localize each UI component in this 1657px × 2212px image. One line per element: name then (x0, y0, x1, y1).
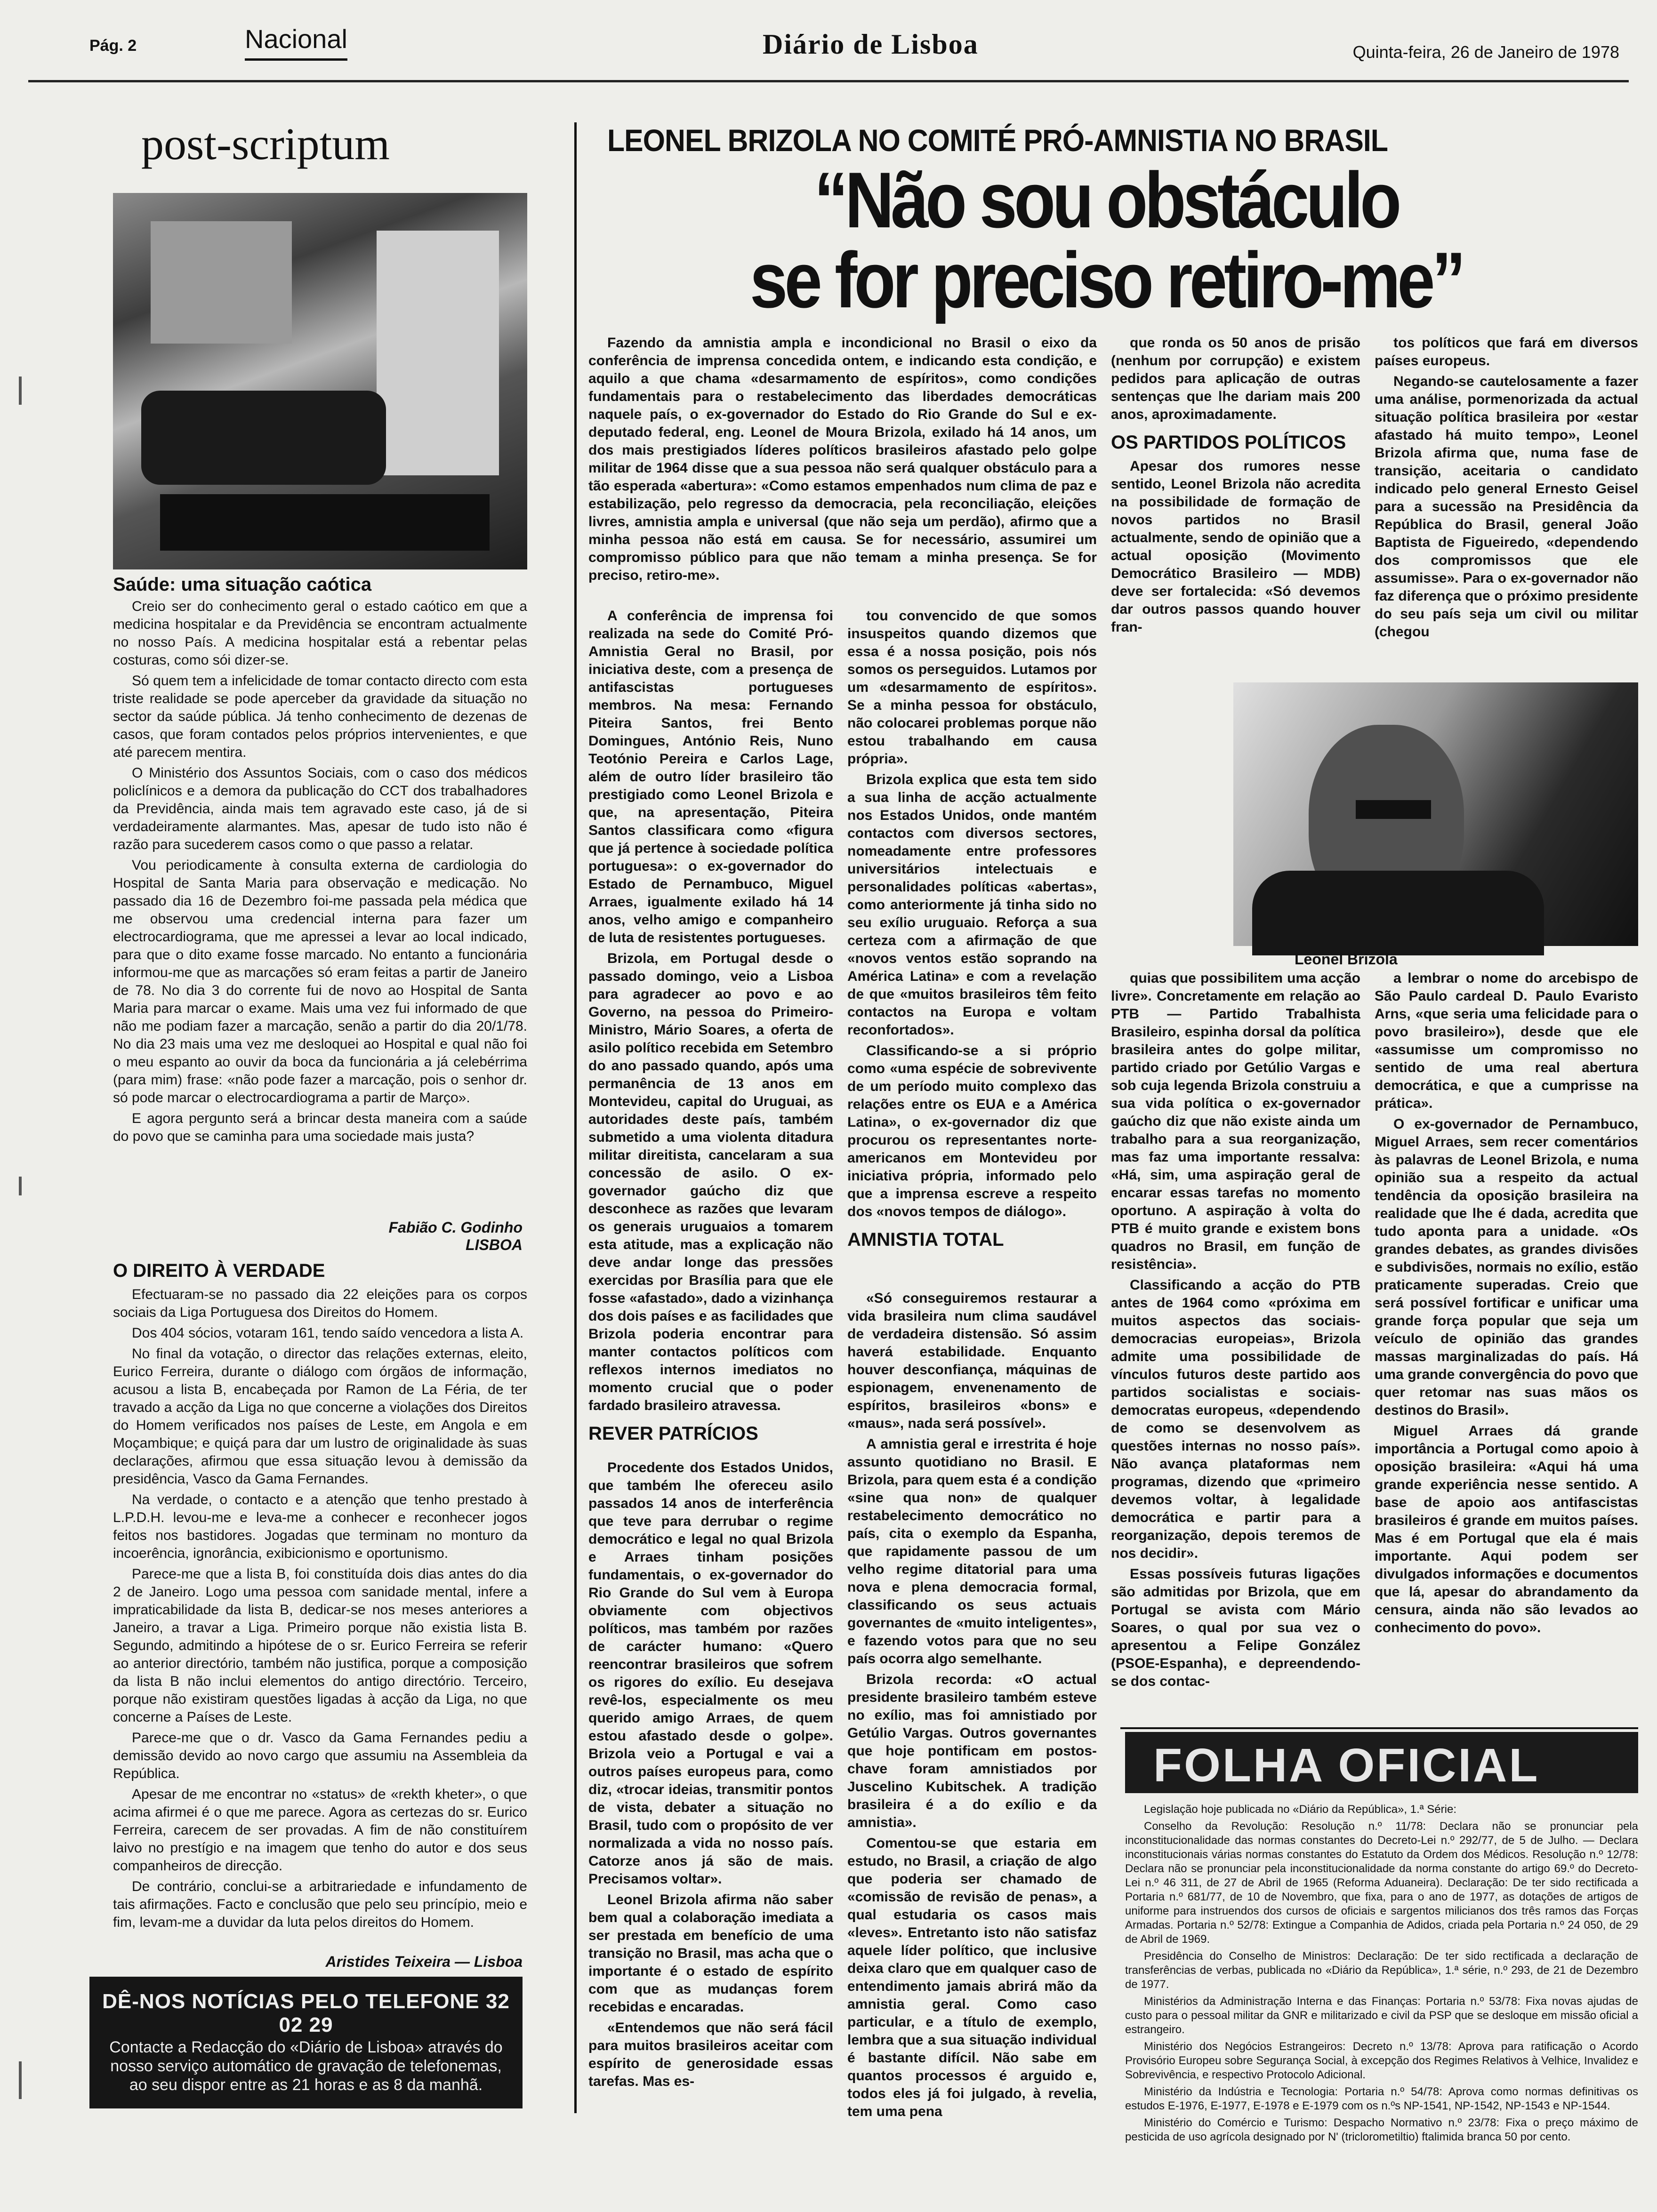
folha-item: Ministério da Indústria e Tecnologia: Portaria n.º 54/78: Aprova como normas definitivas os estudos E-1976, E-1977, E-1978 e E-1979 com os n.ºs NP-1541, NP-1542, NP-1543 e NP-1544. (1125, 2085, 1638, 2112)
paragraph: tos políticos que fará em diversos países europeus. (1375, 335, 1638, 369)
main-column-2b (847, 1290, 1097, 2119)
paragraph: Classificando-se a si próprio como «uma espécie de sobrevivente de um período muito complexo das relações entre os EUA e a América Latina», o ex-governador diz que procurou os representantes norte-americanos em Montevideu por iniciativa própria, informado pelo que a imprensa escreve a respeito dos «novos tempos de diálogo». (847, 1043, 1097, 1219)
folha-item: Conselho da Revolução: Resolução n.º 11/78: Declara não se pronunciar pela inconstitucionalidade das normas constantes do Decreto-Lei n.º 292/77, de 5 de Julho. — Declara inconstitucionais várias normas constantes do Estatuto da Ordem dos Médicos. Resolução n.º 12/78: Declara não se pronunciar pela inconstitucionalidade da norma constante do artigo 69.º do Decreto-Lei n.º 46 311, de 27 de Abril de 1965 (Reforma Aduaneira). Declaração: De ter sido rectificada a Portaria n.º 681/77, de 10 de Novembro, que fixa, para o ano de 1977, as dotações de artigos de uniforme para instruendos dos cursos de oficiais e sargentos milicianos dos três ramos das Forças Armadas. Portaria n.º 52/78: Extingue a Companhia de Adidos, criada pela Portaria n.º 24 050, de 29 de Abril de 1969. (1125, 1820, 1638, 1946)
brizola-photo (1233, 682, 1638, 946)
paragraph: Na verdade, o contacto e a atenção que tenho prestado à L.P.D.H. levou-me e leva-me a conhecer e reconhecer jogos feitos nos bastidores. Jogadas que terminam no monturo da incoerência, ignorância, exibicionismo e oportunismo. (113, 1492, 527, 1561)
article-saude-body (113, 598, 527, 1214)
signature-teixeira: Aristides Teixeira — Lisboa (325, 1953, 523, 1970)
folha-item: Ministério dos Negócios Estrangeiros: Decreto n.º 13/78: Aprova para ratificação o Acordo Provisório Europeu sobre Segurança Social, à excepção dos Regimes Relativos à Velhice, Invalidez e Sobrevivência, e respectivo Protocolo Adicional. (1125, 2040, 1638, 2081)
paragraph: A amnistia geral e irrestrita é hoje assunto quotidiano no Brasil. E Brizola, para quem esta é a condição «sine qua non» de qualquer restabelecimento democrático no país, cita o exemplo da Espanha, que rapidamente passou de um velho regime ditatorial para uma nova e plena democracia formal, classificando os seus actuais governantes de «muito inteligentes», e fazendo votos para que no seu país ocorra algo semelhante. (847, 1436, 1097, 1667)
headline-line-2: se for preciso retiro-me” (749, 236, 1463, 324)
newspaper-name: Diário de Lisboa (763, 29, 979, 60)
paragraph: que ronda os 50 anos de prisão (nenhum por corrupção) e existem pedidos para aplicação de outras sentenças que lhe dariam mais 200 anos, aproximadamente. (1111, 335, 1360, 422)
paragraph: A conferência de imprensa foi realizada na sede do Comité Pró-Amnistia Geral no Brasil, por iniciativa deste, com a presença de antifascistas portugueses membros. Na mesa: Fernando Piteira Santos, frei Bento Domingues, António Reis, Nuno Teotónio Pereira e Carlos Lage, além de outro líder brasileiro tão prestigiado como Leonel Brizola e que, na apresentação, Piteira Santos classificara como «figura que já pertence à sociedade política portuguesa»: o ex-governador do Estado de Pernambuco, Miguel Arraes, igualmente exilado há 14 anos, velho amigo e companheiro de luta de resistentes portugueses. (588, 608, 833, 946)
article-heading-saude: Saúde: uma situação caótica (113, 574, 372, 595)
paragraph: Vou periodicamente à consulta externa de cardiologia do Hospital de Santa Maria para observação e medicação. No passado dia 16 de Dezembro foi-me passada pela médica que me observou uma credencial interna para fazer um electrocardiograma, que me apressei a levar ao local indicado, para que o dito exame fosse marcado. No entanto a funcionária informou-me que as marcações só eram feitas a partir de Janeiro de 78. No dia 3 do corrente fui de novo ao Hospital de Santa Maria para marcar o exame. Mais uma vez fui informado de que não me podiam fazer a marcação, senão a partir do dia 20/1/78. No dia 23 mais uma vez me desloquei ao Hospital e qual não foi o meu espanto ao ouvir da boca da funcionária a já celebérrima (para mim) frase: «não pode fazer a marcação, pois o senhor dr. só pode marcar o electrocardiograma a partir de Março». (113, 858, 527, 1106)
folha-item: Presidência do Conselho de Ministros: Declaração: De ter sido rectificada a declaração de transferências de verbas, publicada no «Diário da República», 1.ª série, n.º 293, de 21 de Dezembro de 1977. (1125, 1950, 1638, 1991)
postscriptum-title: post-scriptum (141, 119, 390, 169)
paragraph: Parece-me que a lista B, foi constituída dois dias antes do dia 2 de Janeiro. Logo uma pessoa com sanidade mental, infere a impraticabilidade da lista B, dedicar-se nos meses anteriores a Janeiro, a travar a Liga. Primeiro porque não existia lista B. Segundo, admitindo a hipótese de o sr. Eurico Ferreira se referir ao anterior directório, também não justifica, porque a composição da lista B não inclui elementos do antigo directório. Terceiro, porque não existiram questões ligadas à acção da Liga, no que concerne a Países de Leste. (113, 1566, 527, 1725)
scan-edge-mark (19, 1177, 22, 1195)
scan-edge-mark (19, 2061, 22, 2099)
section-rule (1120, 1727, 1638, 1729)
paragraph: Parece-me que o dr. Vasco da Gama Fernandes pediu a demissão devido ao novo cargo que assumiu na Assembleia da República. (113, 1730, 527, 1781)
paragraph: Classificando a acção do PTB antes de 1964 como «próxima em muitos aspectos das sociais-democracias europeias», Brizola admite uma possibilidade de vínculos futuros deste partido aos partidos socialistas e sociais-democratas europeus, «dependendo de como se desenvolvem as questões internas no nosso país». Não avança plataformas nem programas, dizendo que «primeiro devemos voltar, à legalidade democrática e partir para a reorganização, depois teremos de nos decidir». (1111, 1277, 1360, 1561)
main-column-1 (588, 607, 833, 1459)
paragraph: a lembrar o nome do arcebispo de São Paulo cardeal D. Paulo Evaristo Arns, «que seria uma felicidade para o povo brasileiro»), desde que ele «assumisse um compromisso no sentido de uma real abertura democrática, e que a cumprisse na prática». (1375, 970, 1638, 1111)
signature-name: Aristides Teixeira (325, 1953, 451, 1970)
subheading-rever-patricios: REVER PATRÍCIOS (588, 1423, 758, 1444)
folha-oficial-title: FOLHA OFICIAL (1153, 1739, 1540, 1792)
paragraph: Só quem tem a infelicidade de tomar contacto directo com esta triste realidade se pode aperceber da gravidade da situação no sector da saúde pública. Já tenho conhecimento de dezenas de casos, que foram contados pelos próprios intervenientes, e que até parecem mentira. (113, 673, 527, 760)
article-kicker: LEONEL BRIZOLA NO COMITÉ PRÓ-AMNISTIA NO BRASIL (607, 123, 1388, 158)
paragraph: Comentou-se que estaria em estudo, no Brasil, a criação de algo que poderia ser chamado de «comissão de revisão de penas», a qual estudaria os casos mais «leves». Entretanto isto não satisfaz aquele líder político, que inclusive deixa claro que em qualquer caso de entendimento jamais abrirá mão da amnistia geral. Como caso particular, e a título de exemplo, lembra que a sua situação individual é bastante difícil. Não sabe em quantos processos é arguido e, todos eles já foi julgado, à revelia, tem uma pena (847, 1835, 1097, 2119)
photo-caption: Leonel Brizola (1295, 951, 1398, 968)
folha-oficial-banner (1125, 1732, 1638, 1793)
main-column-1b (588, 1459, 833, 2113)
paragraph: Brizola, em Portugal desde o passado domingo, veio a Lisboa para agradecer ao povo e ao Governo, na pessoa do Primeiro-Ministro, Mário Soares, a oferta de asilo político recebida em Setembro do ano passado quando, após uma permanência de 13 anos em Montevideu, capital do Uruguai, as autoridades deste país, também submetido a uma violenta ditadura militar direitista, cancelaram a sua concessão de asilo. O ex-governador gaúcho diz que desconhece as razões que levaram os generais uruguaios a tomarem esta atitude, mas a explicação não deve andar longe das pressões exercidas por Brasília para que ele fosse «afastado», dado a vizinhança dos dois países e as facilidades que Brizola poderia encontrar para manter contactos políticos com reflexos internos imediatos no momento crucial que o poder fardado brasileiro atravessa. (588, 951, 833, 1413)
article-direito-body (113, 1252, 527, 1972)
article-headline (681, 156, 1531, 324)
paragraph: Creio ser do conhecimento geral o estado caótico em que a medicina hospitalar e da Previdência se encontram actualmente no nosso País. A medicina hospitalar está a rebentar pelas costuras, como sói dizer-se. (113, 599, 527, 668)
article-heading-direito: O DIREITO À VERDADE (113, 1260, 325, 1281)
folha-item: Ministérios da Administração Interna e das Finanças: Portaria n.º 53/78: Fixa novas ajudas de custo para o pessoal militar da GNR e militarizado e civil da PSP que se desloque em missão oficial a estrangeiro. (1125, 1995, 1638, 2036)
signature-place: LISBOA (466, 1236, 523, 1253)
main-column-2 (847, 607, 1097, 1257)
section-name: Nacional (245, 24, 347, 54)
paragraph: quias que possibilitem uma acção livre». Concretamente em relação ao PTB — Partido Trabalhista Brasileiro, espinha dorsal da política brasileira antes do golpe militar, partido criado por Getúlio Vargas e sob cuja legenda Brizola construiu a sua vida política o ex-governador gaúcho diz que não existe ainda um trabalho para a sua reorganização, mas faz uma importante ressalva: «Há, sim, uma aspiração geral de encarar essas tarefas no momento oportuno. A aspiração à volta do PTB é muito grande e existem bons quadros no Brasil, em função de resistência». (1111, 970, 1360, 1272)
main-column-3-bottom (1111, 970, 1360, 1723)
subheading-partidos: OS PARTIDOS POLÍTICOS (1111, 432, 1346, 453)
column-rule (574, 122, 577, 2113)
signature-place: Lisboa (474, 1953, 523, 1970)
paragraph: Leonel Brizola afirma não saber bem qual a colaboração imediata a ser prestada em benefício de uma transição no Brasil, mas acha que o importante é o estado de espírito com que as mudanças forem recebidas e encaradas. (588, 1892, 833, 2015)
paragraph: tou convencido de que somos insuspeitos quando dizemos que essa é a nossa posição, pois nós somos os perseguidos. Lutamos por um «desarmamento de espíritos». Se a minha pessoa for obstáculo, não colocarei problemas porque não estou trabalhando em causa própria». (847, 608, 1097, 767)
paragraph: Apesar de me encontrar no «status» de «rekth kheter», o que acima afirmei é o que me parece. Agora as certezas do sr. Eurico Ferreira, carecem de ser provadas. A fim de não constituírem laivo no prestígio e na imagem que tenho do autor e dos seus companheiros de direcção. (113, 1787, 527, 1874)
hospital-photo (113, 193, 527, 569)
paragraph: E agora pergunto será a brincar desta maneira com a saúde do povo que se caminha para uma sociedade mais justa? (113, 1111, 527, 1144)
signature-godinho (282, 1219, 523, 1254)
paragraph: Procedente dos Estados Unidos, que também lhe ofereceu asilo passados 14 anos de interferência que teve para derrubar o regime democrático e legal no qual Brizola e Arraes tinham posições fundamentais, o ex-governador do Rio Grande do Sul vem à Europa obviamente com objectivos políticos, mas também por razões de carácter humano: «Quero reencontrar brasileiros que sofrem os rigores do exílio. Eu desejava revê-los, especialmente os meu querido amigo Arraes, de quem estou afastado desde o golpe». Brizola veio a Portugal e vai a outros países europeus para, como diz, «trocar ideias, transmitir pontos de vista, debater a situação no Brasil, tudo com o propósito de ver normalizada a vida no nosso país. Catorze anos já são de mais. Precisamos voltar». (588, 1460, 833, 1887)
paragraph: Negando-se cautelosamente a fazer uma análise, pormenorizada da actual situação política brasileira por «estar afastado há muito tempo», Leonel Brizola afirma que, numa fase de transição, aceitaria o candidato indicado pelo general Ernesto Geisel para a sucessão na Presidência da República do Brasil, general João Baptista de Figueiredo, «dependendo dos compromissos que ele assumisse». Para o ex-governador não faz diferença que o próximo presidente do seu país seja um civil ou militar (chegou (1375, 374, 1638, 640)
headline-line-1: “Não sou obstáculo (814, 156, 1399, 244)
paragraph: No final da votação, o director das relações externas, eleito, Eurico Ferreira, durante o diálogo com órgãos de informação, acusou a lista B, encabeçada por Ramon de La Féria, de ter travado a acção da Liga no que concerne a violações dos Direitos do Homem verificados nos países de Leste, em Angola e em Moçambique; e quiçá para dar um lustro de originalidade às suas declarações, afirmou que essa situação levou à demissão da presidência, Vasco da Gama Fernandes. (113, 1346, 527, 1487)
paragraph: Brizola recorda: «O actual presidente brasileiro também esteve no exílio, mas foi amnistiado por Getúlio Vargas. Outros governantes que hoje pontificam em postos-chave foram amnistiados por Juscelino Kubitschek. A tradição brasileira é a do exílio e da amnistia». (847, 1672, 1097, 1830)
paragraph: Apesar dos rumores nesse sentido, Leonel Brizola não acredita na possibilidade de formação de novos partidos no Brasil actualmente, sendo de opinião que a actual oposição (Movimento Democrático Brasileiro — MDB) deve ser fortalecida: «Só devemos dar outros passos quando houver fran- (1111, 458, 1360, 635)
main-column-3-top (1111, 334, 1360, 678)
main-column-4-bottom (1375, 970, 1638, 1723)
paragraph: Dos 404 sócios, votaram 161, tendo saído vencedora a lista A. (132, 1325, 524, 1341)
phone-box-text: Contacte a Redacção do «Diário de Lisboa» através do nosso serviço automático de gravação de telefonemas, ao seu dispor entre as 21 horas e as 8 da manhã. (109, 2038, 503, 2094)
issue-date: Quinta-feira, 26 de Janeiro de 1978 (1352, 42, 1619, 62)
paragraph: «Entendemos que não será fácil para muitos brasileiros aceitar com espírito de generosidade essas tarefas. Mas es- (588, 2020, 833, 2089)
main-column-4-top (1375, 334, 1638, 678)
folha-oficial-list (1125, 1803, 1638, 2143)
paragraph: O Ministério dos Assuntos Sociais, com o caso dos médicos policlínicos e a demora da publicação do CCT dos trabalhadores da Previdência, ainda mais tem agravado este caso, já de si verdadeiramente alarmantes. Mas, apesar de tudo isto não é razão para sucederem casos como o que passo a relatar. (113, 765, 527, 852)
folha-item: Ministério do Comércio e Turismo: Despacho Normativo n.º 23/78: Fixa o preço máximo de pesticida de uso agrícola designado por N' (triclorometiltio) ftalimida branca 50 por cento. (1125, 2116, 1638, 2143)
subheading-amnistia: AMNISTIA TOTAL (847, 1229, 1004, 1250)
paragraph: Efectuaram-se no passado dia 22 eleições para os corpos sociais da Liga Portuguesa dos Direitos do Homem. (113, 1287, 527, 1320)
scan-edge-mark (19, 377, 22, 405)
paragraph: «Só conseguiremos restaurar a vida brasileira num clima saudável de verdadeira distensão. Só assim haverá estabilidade. Enquanto houver desconfiança, máquinas de espionagem, envenenamento de espíritos, brasileiros «bons» e «maus», nada será possível». (847, 1290, 1097, 1431)
signature-name: Fabião C. Godinho (388, 1219, 523, 1236)
page-header (28, 19, 1629, 82)
paragraph: Brizola explica que esta tem sido a sua linha de acção actualmente nos Estados Unidos, onde mantém contactos com diversos sectores, nomeadamente entre professores universitários intelectuais e personalidades políticas «abertas», como anteriormente já tinha sido no seu exílio uruguaio. Reforça a sua certeza com a afirmação de que «novos ventos estão soprando na América Latina» e com a revelação de que «muitos brasileiros têm feito contactos na Europa e voltam reconfortados». (847, 772, 1097, 1038)
paragraph: O ex-governador de Pernambuco, Miguel Arraes, sem recer comentários às palavras de Leonel Brizola, e numa opinião sua a respeito da actual tendência da oposição brasileira na realidade que lhe é dada, acredita que tudo aponta para a unidade. «Os grandes debates, as grandes divisões e subdivisões, normais no exílio, estão praticamente superadas. Creio que será possível fortificar e unificar uma grande força popular que seja um veículo de opinião das grandes massas marginalizadas do país. Há uma grande convergência do povo que quer retomar nas suas mãos os destinos do Brasil». (1375, 1116, 1638, 1418)
folha-item: Legislação hoje publicada no «Diário da República», 1.ª Série: (1144, 1803, 1456, 1816)
lead-paragraph: Fazendo da amnistia ampla e incondicional no Brasil o eixo da conferência de imprensa concedida ontem, e indicando esta condição, e aquilo a que chama «desarmamento de espíritos», como condições fundamentais para o restabelecimento das liberdades democráticas naquele país, o ex-governador do Estado do Rio Grande do Sul e ex-deputado federal, eng. Leonel de Moura Brizola, exilado há 14 anos, um dos mais prestigiados líderes políticos brasileiros afastado pelo golpe militar de 1964 disse que a sua pessoa não será qualquer obstáculo para a tão esperada «abertura»: «Como estamos empenhados num clima de paz e estabilização, pelo regresso da democracia, pela reconciliação, eleições livres, amnistia ampla e universal (que não seja um perdão), afirmo que a minha pessoa não está em causa. Se for necessário, assumirei um compromisso público para que não temam a minha presença. Se for preciso, retiro-me». (588, 335, 1097, 583)
page-number: Pág. 2 (89, 37, 137, 55)
paragraph: Essas possíveis futuras ligações são admitidas por Brizola, que em Portugal se avista com Mário Soares, o qual por sua vez o apresentou a Felipe González (PSOE-Espanha), e depreendendo-se dos contac- (1111, 1566, 1360, 1689)
phone-news-box (89, 1977, 523, 2108)
paragraph: De contrário, conclui-se a arbitrariedade e infundamento de tais afirmações. Facto e conclusão que pelo seu princípio, meio e fim, levam-me a duvidar da luta pelos direitos do Homem. (113, 1879, 527, 1930)
paragraph: Miguel Arraes dá grande importância a Portugal como apoio à oposição brasileira: «Aqui há uma grande experiência nesse sentido. A base de apoio aos antifascistas brasileiros é grande em muitos países. Mas é em Portugal que ela é mais importante. Aqui podem ser divulgados informações e documentos que lá, apesar do abrandamento da censura, ainda não são levados ao conhecimento do povo». (1375, 1423, 1638, 1635)
article-lead (588, 334, 1097, 607)
phone-box-heading: DÊ-NOS NOTÍCIAS PELO TELEFONE 32 02 29 (102, 1990, 510, 2036)
